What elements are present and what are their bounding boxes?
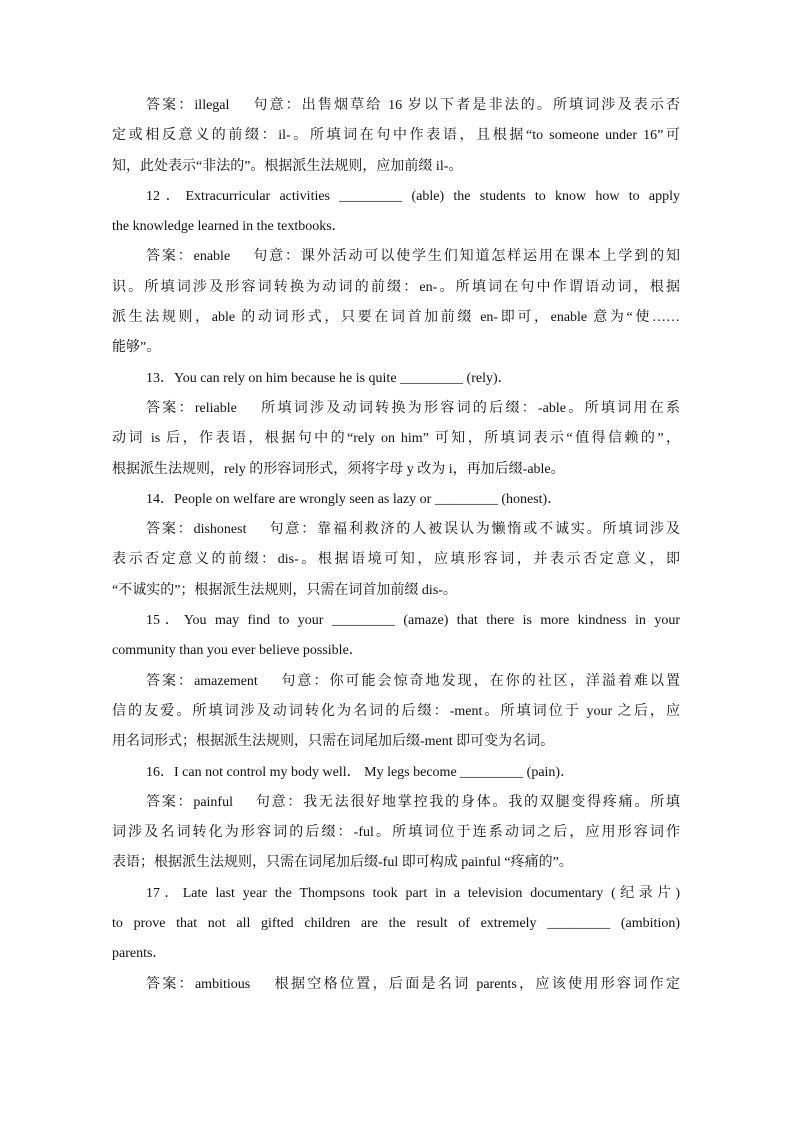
text-line: 派生法规则，able 的动词形式，只要在词首加前缀 en-即可，enable 意为“使…… xyxy=(112,310,680,326)
text-line: 答案：enable 句意：课外活动可以使学生们知道怎样运用在课本上学到的知 xyxy=(146,249,680,265)
text-line: 根据派生法规则，rely 的形容词形式，须将字母 y 改为 i，再加后缀-able。 xyxy=(112,461,565,477)
text-line: 13．You can rely on him because he is quite _________ (rely)． xyxy=(146,370,512,386)
text-line: to prove that not all gifted children are the result of extremely _________ (ambition) xyxy=(112,916,680,932)
text-line: 答案：reliable 所填词涉及动词转换为形容词的后缀：-able。所填词用在系 xyxy=(146,400,680,416)
text-line: 答案：painful 句意：我无法很好地掌控我的身体。我的双腿变得疼痛。所填 xyxy=(146,794,680,810)
text-line: 信的友爱。所填词涉及动词转化为名词的后缀：-ment。所填词位于 your 之后，应 xyxy=(112,703,680,719)
text-line: 词涉及名词转化为形容词的后缀：-ful。所填词位于连系动词之后，应用形容词作 xyxy=(112,825,680,841)
text-line: parents． xyxy=(112,946,167,962)
text-line: 答案：ambitious 根据空格位置，后面是名词 parents，应该使用形容词作定 xyxy=(146,976,680,992)
text-line: 表语；根据派生法规则，只需在词尾加后缀-ful 即可构成 painful “疼痛的”。 xyxy=(112,855,573,871)
text-line: the knowledge learned in the textbooks． xyxy=(112,219,346,235)
text-line: 表示否定意义的前缀：dis-。根据语境可知，应填形容词，并表示否定意义，即 xyxy=(112,552,680,568)
text-line: 15．You may find to your _________ (amaze) that there is more kindness in your xyxy=(146,613,680,629)
text-line: 12．Extracurricular activities _________ (able) the students to know how to apply xyxy=(146,188,680,204)
text-line: “不诚实的”；根据派生法规则，只需在词首加前缀 dis-。 xyxy=(112,582,457,598)
text-line: 动词 is 后，作表语，根据句中的“rely on him” 可知，所填词表示“值得信赖的”， xyxy=(112,431,680,447)
text-line: 能够”。 xyxy=(112,340,161,356)
text-line: 14．People on welfare are wrongly seen as lazy or _________ (honest)． xyxy=(146,491,562,507)
text-line: 用名词形式；根据派生法规则，只需在词尾加后缀-ment 即可变为名词。 xyxy=(112,734,555,750)
text-line: 17．Late last year the Thompsons took part in a television documentary (纪录片) xyxy=(146,885,680,901)
text-line: 答案：dishonest 句意：靠福利救济的人被误认为懒惰或不诚实。所填词涉及 xyxy=(146,522,680,538)
text-line: 16．I can not control my body well． My legs become _________ (pain)． xyxy=(146,764,575,780)
text-line: 答案：illegal 句意：出售烟草给 16 岁以下者是非法的。所填词涉及表示否 xyxy=(146,98,680,113)
text-line: 答案：amazement 句意：你可能会惊奇地发现，在你的社区，洋溢着难以置 xyxy=(146,673,680,689)
text-line: 知，此处表示“非法的”。根据派生法规则，应加前缀 il-。 xyxy=(112,158,463,174)
text-lines xyxy=(112,91,680,1000)
text-line: community than you ever believe possible． xyxy=(112,643,363,659)
text-line: 识。所填词涉及形容词转换为动词的前缀：en-。所填词在句中作谓语动词，根据 xyxy=(112,279,680,295)
document-body xyxy=(112,91,680,1000)
text-line: 定或相反意义的前缀：il-。所填词在句中作表语，且根据“to someone under 16”可 xyxy=(112,128,680,144)
